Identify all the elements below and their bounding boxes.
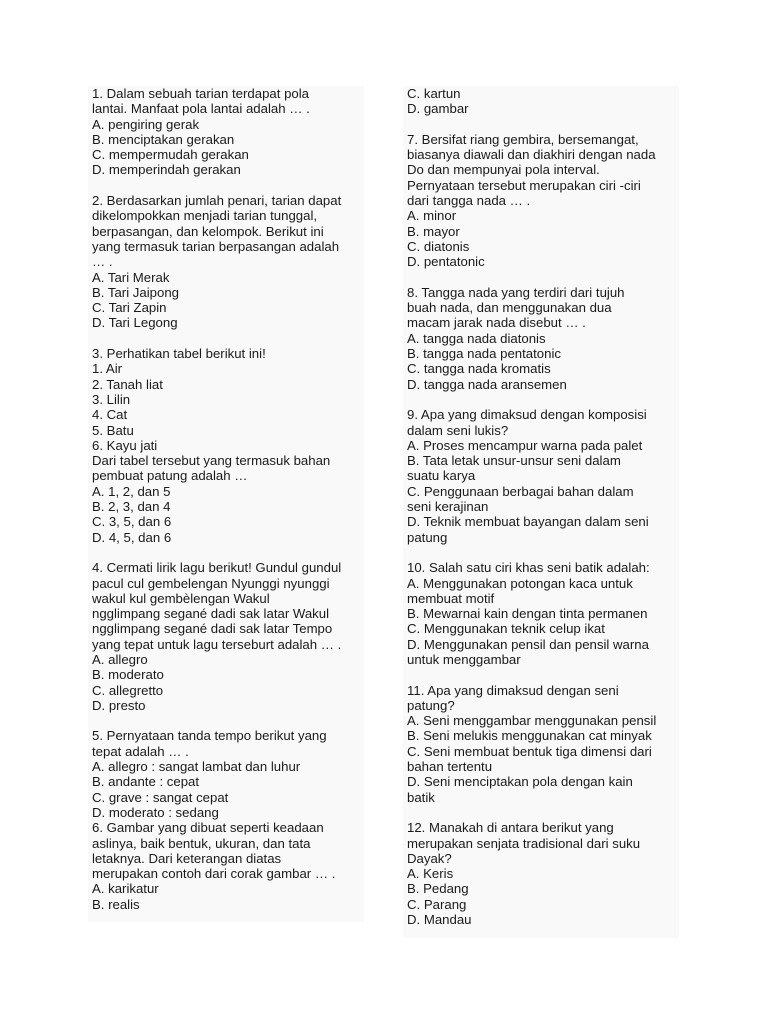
text-line: bahan tertentu [407,759,493,775]
text-line: B. Seni melukis menggunakan cat minyak [407,728,652,744]
text-line: dikelompokkan menjadi tarian tunggal, [92,208,318,224]
text-line: C. 3, 5, dan 6 [92,514,172,530]
question-block [92,820,364,912]
right-column [403,86,679,938]
text-line: pacul cul gembelengan Nyunggi nyunggi [92,575,330,591]
text-line: C. grave : sangat cepat [92,789,229,805]
text-line: membuat motif [407,590,495,606]
text-line: C. Seni membuat bentuk tiga dimensi dari [407,743,652,759]
text-line: A. 1, 2, dan 5 [92,483,171,499]
text-line: Do dan mempunyai pola interval. [407,162,600,178]
text-line: 1. Air [92,361,123,377]
text-line: C. diatonis [407,238,470,254]
text-line: dari tangga nada … . [407,193,531,209]
text-line: 3. Lilin [92,391,131,407]
text-line: buah nada, dan menggunakan dua [407,300,612,316]
text-line: 8. Tangga nada yang terdiri dari tujuh [407,284,625,300]
text-line: 10. Salah satu ciri khas seni batik adalah: [407,560,650,576]
text-line: pembuat patung adalah … [92,468,248,484]
text-line: B. Mewarnai kain dengan tinta permanen [407,606,648,622]
question-block [407,285,679,392]
text-line: wakul kul gembèlengan Wakul [92,590,270,606]
text-line: D. 4, 5, dan 6 [92,529,172,545]
text-line: 2. Tanah liat [92,376,163,392]
left-column [88,86,364,922]
text-line: A. Seni menggambar menggunakan pensil [407,713,657,729]
text-line: B. moderato [92,667,164,683]
text-line: berpasangan, dan kelompok. Berikut ini [92,223,324,239]
text-line: dalam seni lukis? [407,422,509,438]
text-line: untuk menggambar [407,651,521,667]
text-line: 2. Berdasarkan jumlah penari, tarian dapat [92,193,342,209]
text-line: A. Tari Merak [92,269,170,285]
text-line: A. minor [407,208,457,224]
text-line: A. allegro [92,651,148,667]
question-block [407,820,679,927]
text-line: C. Tari Zapin [92,300,167,316]
text-line: … . [92,254,113,270]
text-line: A. tangga nada diatonis [407,330,546,346]
text-line: letaknya. Dari keterangan diatas [92,850,282,866]
text-line: D. tangga nada aransemen [407,376,567,392]
text-line: D. Teknik membuat bayangan dalam seni [407,514,649,530]
text-line: 3. Perhatikan tabel berikut ini! [92,346,266,362]
text-line: C. Parang [407,896,467,912]
text-line: C. mempermudah gerakan [92,147,249,163]
text-line: B. 2, 3, dan 4 [92,499,171,515]
text-line: 12. Manakah di antara berikut yang [407,820,614,836]
text-line: yang termasuk tarian berpasangan adalah [92,238,340,254]
text-line: biasanya diawali dan diakhiri dengan nada [407,147,656,163]
text-line: B. mayor [407,223,460,239]
question-block [407,407,679,545]
text-line: patung [407,529,448,545]
text-line: Pernyataan tersebut merupakan ciri -ciri [407,177,641,193]
text-line: ngglimpang segané dadi sak latar Tempo [92,621,333,637]
text-line: lantai. Manfaat pola lantai adalah … . [92,101,310,117]
text-line: 7. Bersifat riang gembira, bersemangat, [407,131,639,147]
text-line: batik [407,789,435,805]
question-block [92,728,364,820]
text-line: aslinya, baik bentuk, ukuran, dan tata [92,835,311,851]
text-line: macam jarak nada disebut … . [407,315,586,331]
text-line: D. pentatonic [407,254,485,270]
text-line: D. memperindah gerakan [92,162,241,178]
text-line: B. realis [92,896,140,912]
text-line: B. Tata letak unsur-unsur seni dalam [407,453,621,469]
text-line: D. Seni menciptakan pola dengan kain [407,774,633,790]
text-line: patung? [407,697,455,713]
text-line: A. karikatur [92,881,159,897]
text-line: C. Menggunakan teknik celup ikat [407,621,605,637]
text-line: 5. Batu [92,422,134,438]
text-line: D. presto [92,697,146,713]
text-line: B. menciptakan gerakan [92,131,235,147]
text-line: D. Menggunakan pensil dan pensil warna [407,636,649,652]
text-line: tepat adalah … . [92,743,189,759]
text-line: B. Tari Jaipong [92,284,179,300]
text-line: A. Menggunakan potongan kaca untuk [407,575,633,591]
text-line: 11. Apa yang dimaksud dengan seni [407,682,619,698]
text-line: 1. Dalam sebuah tarian terdapat pola [92,86,310,101]
text-line: C. tangga nada kromatis [407,361,551,377]
question-block [92,560,364,713]
text-line: A. pengiring gerak [92,116,200,132]
text-line: merupakan contoh dari corak gambar … . [92,866,336,882]
text-line: B. Pedang [407,881,469,897]
text-line: D. moderato : sedang [92,804,219,820]
text-line: Dayak? [407,850,452,866]
text-line: A. allegro : sangat lambat dan luhur [92,759,301,775]
text-line: B. andante : cepat [92,774,200,790]
text-line: 4. Cermati lirik lagu berikut! Gundul gundul [92,560,342,576]
text-line: yang tepat untuk lagu terseburt adalah … . [92,636,342,652]
question-block [407,683,679,805]
text-line: merupakan senjata tradisional dari suku [407,835,641,851]
text-line: 9. Apa yang dimaksud dengan komposisi [407,407,647,423]
text-line: Dari tabel tersebut yang termasuk bahan [92,453,331,469]
question-block [92,193,364,331]
question-block [407,560,679,667]
text-line: 6. Gambar yang dibuat seperti keadaan [92,820,324,836]
text-line: D. gambar [407,101,469,117]
question-block [92,86,364,178]
question-block [92,346,364,545]
text-line: 6. Kayu jati [92,437,158,453]
text-line: D. Tari Legong [92,315,178,331]
text-line: 4. Cat [92,407,128,423]
question-block [407,86,679,117]
text-line: C. kartun [407,86,461,101]
text-line: 5. Pernyataan tanda tempo berikut yang [92,728,327,744]
text-line: seni kerajinan [407,499,489,515]
text-line: A. Keris [407,866,454,882]
question-block [407,132,679,270]
text-line: suatu karya [407,468,476,484]
text-line: C. allegretto [92,682,164,698]
text-line: B. tangga nada pentatonic [407,346,561,362]
text-line: A. Proses mencampur warna pada palet [407,437,643,453]
text-line: ngglimpang segané dadi sak latar Wakul [92,606,330,622]
text-line: C. Penggunaan berbagai bahan dalam [407,483,634,499]
text-line: D. Mandau [407,912,472,928]
